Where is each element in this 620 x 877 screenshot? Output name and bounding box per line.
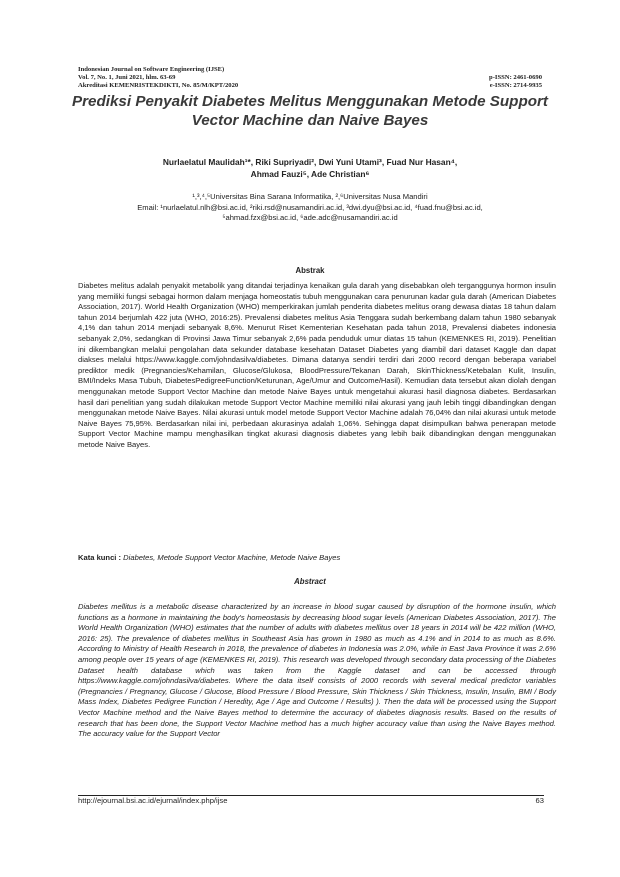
author-list (60, 156, 560, 180)
affiliation-emails-2: ⁵ahmad.fzx@bsi.ac.id, ⁶ade.adc@nusamandiri.ac.id (222, 213, 398, 222)
journal-eissn: e-ISSN: 2714-9935 (489, 82, 542, 89)
author-line-2: Ahmad Fauzi⁵, Ade Christian⁶ (250, 169, 370, 179)
keywords (78, 553, 556, 564)
footer-url[interactable]: http://ejournal.bsi.ac.id/ejurnal/index.php/ijse (78, 796, 228, 805)
affiliation-emails-1: Email: ¹nurlaelatul.nlh@bsi.ac.id, ²riki.rsd@nusamandiri.ac.id, ³dwi.dyu@bsi.ac.id, ⁴fuad.fnu@bsi.ac.id, (137, 202, 483, 212)
abstrak-heading: Abstrak (295, 266, 325, 275)
abstrak-text: Diabetes melitus adalah penyakit metabolik yang ditandai terjadinya kenaikan gula darah yang disebabkan oleh terganggunya hormon insulin yang memiliki fungsi sebagai hormon dalam menjaga homeostatis tubuh menggunakan cara penurunan kadar gula darah (American Diabetes Association, 2017). World Health Organization (WHO) memperkirakan jumlah penderita diabetes melitus orang dewasa diatas 18 tahun dalam tahun 2014 berjumlah 422 juta (WHO, 2016:25). Prevalensi diabetes melitus Asia Tenggara sudah berkembang dalam tahun 1980 sebanyak 4,1% dan tahun 2014 menjadi sebanyak 8,6%. Menurut Riset Kementerian Kesehatan pada tahun 2018, Prevalensi diabetes indonesia sebanyak 2,0%, sedangkan di Provinsi Jawa Timur sebanyak 2,6% pada penduduk umur diatas 15 tahun (KEMENKES RI, 2019). Penelitian ini dikembangkan melalui pengolahan data sekunder database kesehatan Dataset Diabetes yang diambil dari dataset Kaggle dan dapat diakses melalui https://www.kaggle.com/johndasilva/diabetes. Dimana datanya sendiri terdiri dari 2000 record dengan beberapa variabel prediktor medik (Pregnancies/Kehamilan, Glucose/Glukosa, BloodPressure/Tekanan Darah, SkinThickness/Ketebalan Kulit, Insulin, BMI/Indeks Masa Tubuh, DiabetesPedigreeFunction/Keturunan, Age/Umur and Outcome/Hasil). Kemudian data tersebut akan diolah dengan menggunakan metode Support Vector Machine dan metode Naive Bayes untuk mengetahui akurasi hasil diagnosa diabetes. Berdasarkan hasil dari penelitian yang sudah dilakukan metode Support Vector Machine memiliki nilai akurasi yang jauh lebih tinggi dibandingkan dengan menggunakan metode Naive Bayes. Nilai akurasi untuk model metode Support Vector Machine adalah 76,04% dan nilai akurasi untuk metode Naive Bayes 75,95%. Berdasarkan nilai ini, perbedaan akurasinya adalah 1,06%. Sehingga dapat disimpulkan bahwa penerapan metode Support Vector Machine mampu menghasilkan tingkat akurasi diagnosis diabetes yang lebih baik dibandingkan dengan menggunakan metode Naive Bayes. (78, 281, 556, 449)
journal-pissn: p-ISSN: 2461-0690 (489, 74, 542, 81)
abstract-text: Diabetes mellitus is a metabolic disease characterized by an increase in blood sugar caused by disruption of the hormone insulin, which functions as a hormone in maintaining the body's homeostasis by decreasing blood sugar levels (American Diabetes Association, 2017). The World Health Organization (WHO) estimates that the number of adults with diabetes mellitus over 18 years in 2014 will be 422 million (WHO, 2016: 25). The prevalence of diabetes mellitus in Southeast Asia has grown in 1980 as much as 4.1% and in 2014 to as much as 8.6%. According to Ministry of Health Research in 2018, the prevalence of diabetes in Indonesia was 2.0%, while in East Java Province it was 2.6% among people over 15 years of age (KEMENKES RI, 2019). This research was developed through secondary data processing of the Diabetes Dataset health database which was taken from the Kaggle dataset and can be accessed through https://www.kaggle.com/johndasilva/diabetes. Where the data itself consists of 2000 records with several medical predictor variables (Pregnancies / Pregnancy, Glucose / Glucose, Blood Pressure / Blood Pressure, Skin Thickness / Skin Thickness, Insulin, Insulin, BMI / Body Mass Index, Diabetes Pedigree Function / Heredity, Age / Age and Outcome / Results) ). Then the data will be processed using the Support Vector Machine method and the Naive Bayes method to determine the accuracy of diabetes diagnosis results. Based on the results of research that has been done, the Support Vector Machine method has a much higher accuracy value than using the Naive Bayes method. The accuracy value for the Support Vector (78, 602, 556, 739)
paper-title: Prediksi Penyakit Diabetes Melitus Menggunakan Metode Support Vector Machine dan Naive Bayes (72, 93, 548, 129)
keywords-label: Kata kunci : (78, 553, 122, 562)
affiliation-institutions: ¹,³,⁴,⁵Universitas Bina Sarana Informatika, ²,⁶Universitas Nusa Mandiri (192, 192, 428, 201)
author-line-1: Nurlaelatul Maulidah¹*, Riki Supriyadi², Dwi Yuni Utami³, Fuad Nur Hasan⁴, (162, 157, 458, 167)
journal-accreditation: Akreditasi KEMENRISTEKDIKTI, No. 85/M/KPT/2020 (78, 82, 239, 89)
journal-volume: Vol. 7, No. 1, Juni 2021, hlm. 63-69 (78, 74, 176, 81)
keywords-text: Diabetes, Metode Support Vector Machine, Metode Naive Bayes (123, 553, 341, 562)
page-number: 63 (535, 796, 544, 805)
journal-name: Indonesian Journal on Software Engineering (IJSE) (78, 66, 225, 73)
affiliation-block (60, 192, 560, 224)
abstract-heading: Abstract (294, 577, 326, 586)
